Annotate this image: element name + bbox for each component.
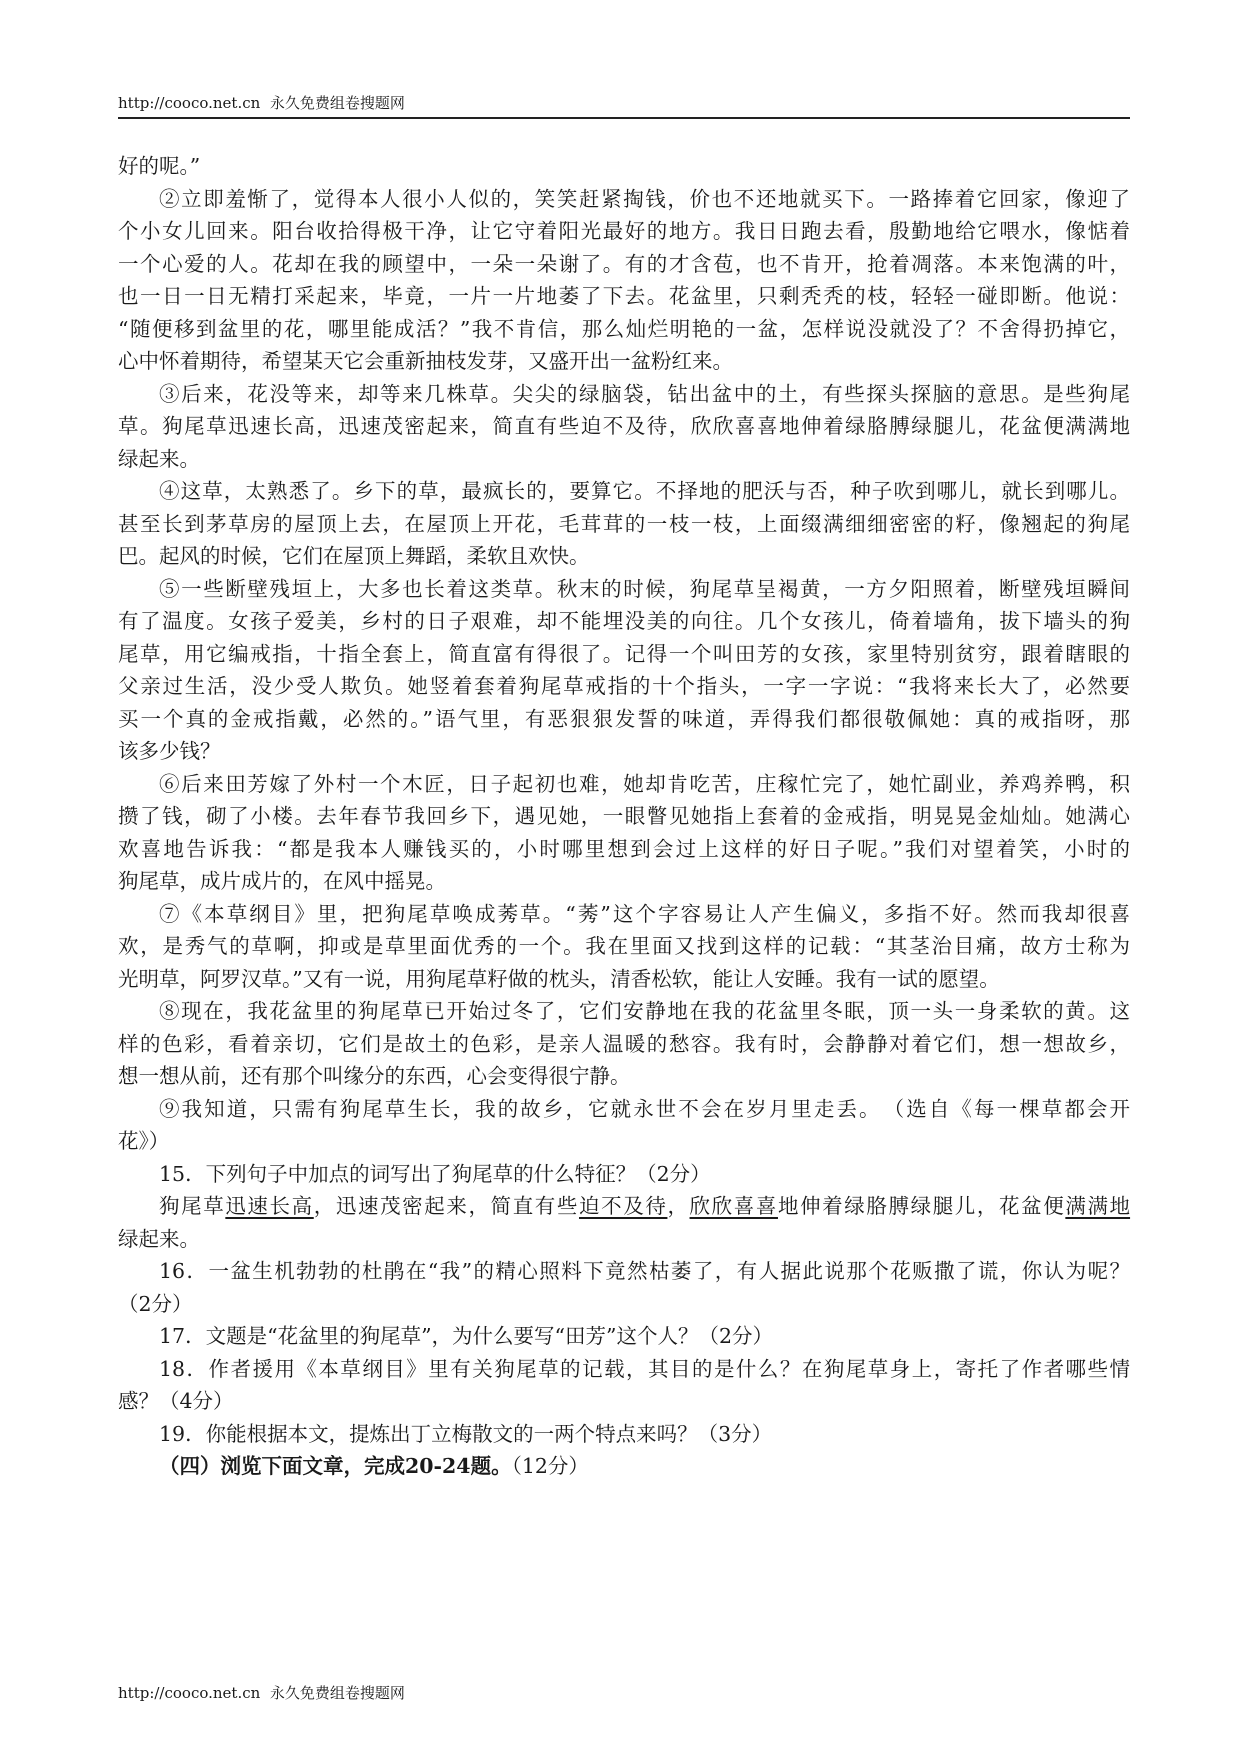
text-line: “随便移到盆里的花，哪里能成活？”我不肯信，那么灿烂明艳的一盆，怎样说没就没了？不舍得扔掉它，: [118, 316, 1130, 341]
text-line: 也一日一日无精打采起来，毕竟，一片一片地萎了下去。花盆里，只剩秃秃的枝，轻轻一碰即断。他说：: [118, 284, 1130, 308]
underlined-phrase: 满满地: [1065, 1194, 1131, 1218]
header-site-name: 永久免费组卷搜题网: [269, 94, 405, 112]
question-18: 18．作者援用《本草纲目》里有关狗尾草的记载，其目的是什么？在狗尾草身上，寄托了作者哪些情: [159, 1356, 1130, 1381]
text-line: 买一个真的金戒指戴，必然的。”语气里，有恶狠狠发誓的味道，弄得我们都很敬佩她：真的戒指呀，那: [118, 706, 1130, 731]
text-line: 有了温度。女孩子爱美，乡村的日子艰难，却不能埋没美的向往。几个女孩儿，倚着墙角，拔下墙头的狗: [118, 609, 1130, 633]
page-header: [118, 88, 1128, 118]
section-4-title: （四）浏览下面文章，完成20-24题。: [159, 1454, 512, 1478]
footer-url: http://cooco.net.cn: [118, 1684, 261, 1702]
paragraph-9-line: ⑨我知道，只需有狗尾草生长，我的故乡，它就永世不会在岁月里走丢。 （选自《每一棵草都会开: [159, 1096, 1130, 1121]
paragraph-6-line: ⑥后来田芳嫁了外村一个木匠，日子起初也难，她却肯吃苦，庄稼忙完了，她忙副业，养鸡养鸭，积: [159, 771, 1130, 796]
text-line: 感？（4分）: [118, 1389, 234, 1413]
text-line: 草。狗尾草迅速长高，迅速茂密起来，简直有些迫不及待，欣欣喜喜地伸着绿胳膊绿腿儿，花盆便满满地: [118, 414, 1130, 438]
text-line: 想一想从前，还有那个叫缘分的东西，心会变得很宁静。: [118, 1064, 631, 1088]
text-line: 花》）: [118, 1129, 170, 1153]
text-line: 父亲过生活，没少受人欺负。她竖着套着狗尾草戒指的十个指头，一字一字说：“我将来长大了，必然要: [118, 674, 1130, 698]
text-line: （2分）: [118, 1291, 193, 1316]
sentence-part: 地伸着绿胳膊绿腿儿，花盆便: [777, 1194, 1066, 1218]
text-line: 甚至长到茅草房的屋顶上去，在屋顶上开花，毛茸茸的一枝一枝，上面缀满细细密密的籽，像翘起的狗尾: [118, 511, 1130, 536]
question-15: 15．下列句子中加点的词写出了狗尾草的什么特征？（2分）: [159, 1161, 711, 1186]
paragraph-5-line: ⑤一些断壁残垣上，大多也长着这类草。秋末的时候，狗尾草呈褐黄，一方夕阳照着，断壁残垣瞬间: [159, 576, 1130, 601]
header-divider: [118, 117, 1130, 119]
question-19: 19．你能根据本文，提炼出丁立梅散文的一两个特点来吗？（3分）: [159, 1421, 773, 1446]
text-line: 欢，是秀气的草啊，抑或是草里面优秀的一个。我在里面又找到这样的记载：“其茎治目痛，故方士称为: [118, 934, 1130, 958]
sentence-part: 狗尾草: [159, 1194, 226, 1218]
text-line: 个小女儿回来。阳台收拾得极干净，让它守着阳光最好的地方。我日日跑去看，殷勤地给它喂水，像惦着: [118, 219, 1130, 243]
underlined-phrase: 迫不及待: [579, 1194, 668, 1218]
question-15-sentence: [118, 1190, 1130, 1223]
underlined-phrase: 欣欣喜喜: [689, 1194, 778, 1218]
underlined-phrase: 迅速长高: [225, 1194, 314, 1218]
text-line: 巴。起风的时候，它们在屋顶上舞蹈，柔软且欢快。: [118, 544, 590, 568]
sentence-part: ，迅速茂密起来，简直有些: [313, 1194, 580, 1218]
text-line: 该多少钱？: [118, 739, 221, 763]
question-16: 16．一盆生机勃勃的杜鹃在“我”的精心照料下竟然枯萎了，有人据此说那个花贩撒了谎，你认为呢？: [159, 1259, 1130, 1283]
paragraph-3-line: ③后来，花没等来，却等来几株草。尖尖的绿脑袋，钻出盆中的土，有些探头探脑的意思。是些狗尾: [159, 381, 1130, 406]
footer-site-name: 永久免费组卷搜题网: [269, 1684, 405, 1702]
section-4-score: （12分）: [511, 1454, 589, 1478]
text-line: 狗尾草，成片成片的，在风中摇晃。: [118, 869, 446, 893]
text-line: 欢喜地告诉我：“都是我本人赚钱买的，小时哪里想到会过上这样的好日子呢。”我们对望着笑，小时的: [118, 836, 1130, 861]
text-line: 一个心爱的人。花却在我的顾望中，一朵一朵谢了。有的才含苞，也不肯开，抢着凋落。本来饱满的叶，: [118, 251, 1130, 276]
text-line: 样的色彩，看着亲切，它们是故土的色彩，是亲人温暖的愁容。我有时，会静静对着它们，想一想故乡，: [118, 1031, 1130, 1056]
paragraph-4-line: ④这草，太熟悉了。乡下的草，最疯长的，要算它。不择地的肥沃与否，种子吹到哪儿，就长到哪儿。: [159, 479, 1130, 503]
paragraph-7-line: ⑦《本草纲目》里，把狗尾草唤成莠草。“莠”这个字容易让人产生偏义，多指不好。然而我却很喜: [159, 901, 1130, 926]
text-line: 心中怀着期待，希望某天它会重新抽枝发芽，又盛开出一盆粉红来。: [118, 349, 733, 373]
question-17: 17．文题是“花盆里的狗尾草”，为什么要写“田芳”这个人？（2分）: [159, 1324, 774, 1348]
text-line: 攒了钱，砌了小楼。去年春节我回乡下，遇见她，一眼瞥见她指上套着的金戒指，明晃晃金灿灿。她满心: [118, 804, 1130, 828]
section-4-heading: [118, 1450, 1130, 1483]
article-body: [118, 150, 1130, 1483]
text-line: 光明草，阿罗汉草。”又有一说，用狗尾草籽做的枕头，清香松软，能让人安睡。我有一试的愿望。: [118, 966, 1000, 991]
header-url: http://cooco.net.cn: [118, 94, 261, 112]
page-footer: [118, 1678, 1128, 1708]
paragraph-2-line: ②立即羞惭了，觉得本人很小人似的，笑笑赶紧掏钱，价也不还地就买下。一路捧着它回家，像迎了: [159, 186, 1130, 211]
paragraph-8-line: ⑧现在，我花盆里的狗尾草已开始过冬了，它们安静地在我的花盆里冬眠，顶一头一身柔软的黄。这: [159, 999, 1130, 1023]
text-line: 绿起来。: [118, 1226, 200, 1251]
text-line: 绿起来。: [118, 446, 200, 471]
text-line: 好的呢。”: [118, 154, 201, 178]
sentence-part: ，: [667, 1194, 690, 1218]
text-line: 尾草，用它编戒指，十指全套上，简直富有得很了。记得一个叫田芳的女孩，家里特别贫穷，跟着瞎眼的: [118, 641, 1130, 666]
